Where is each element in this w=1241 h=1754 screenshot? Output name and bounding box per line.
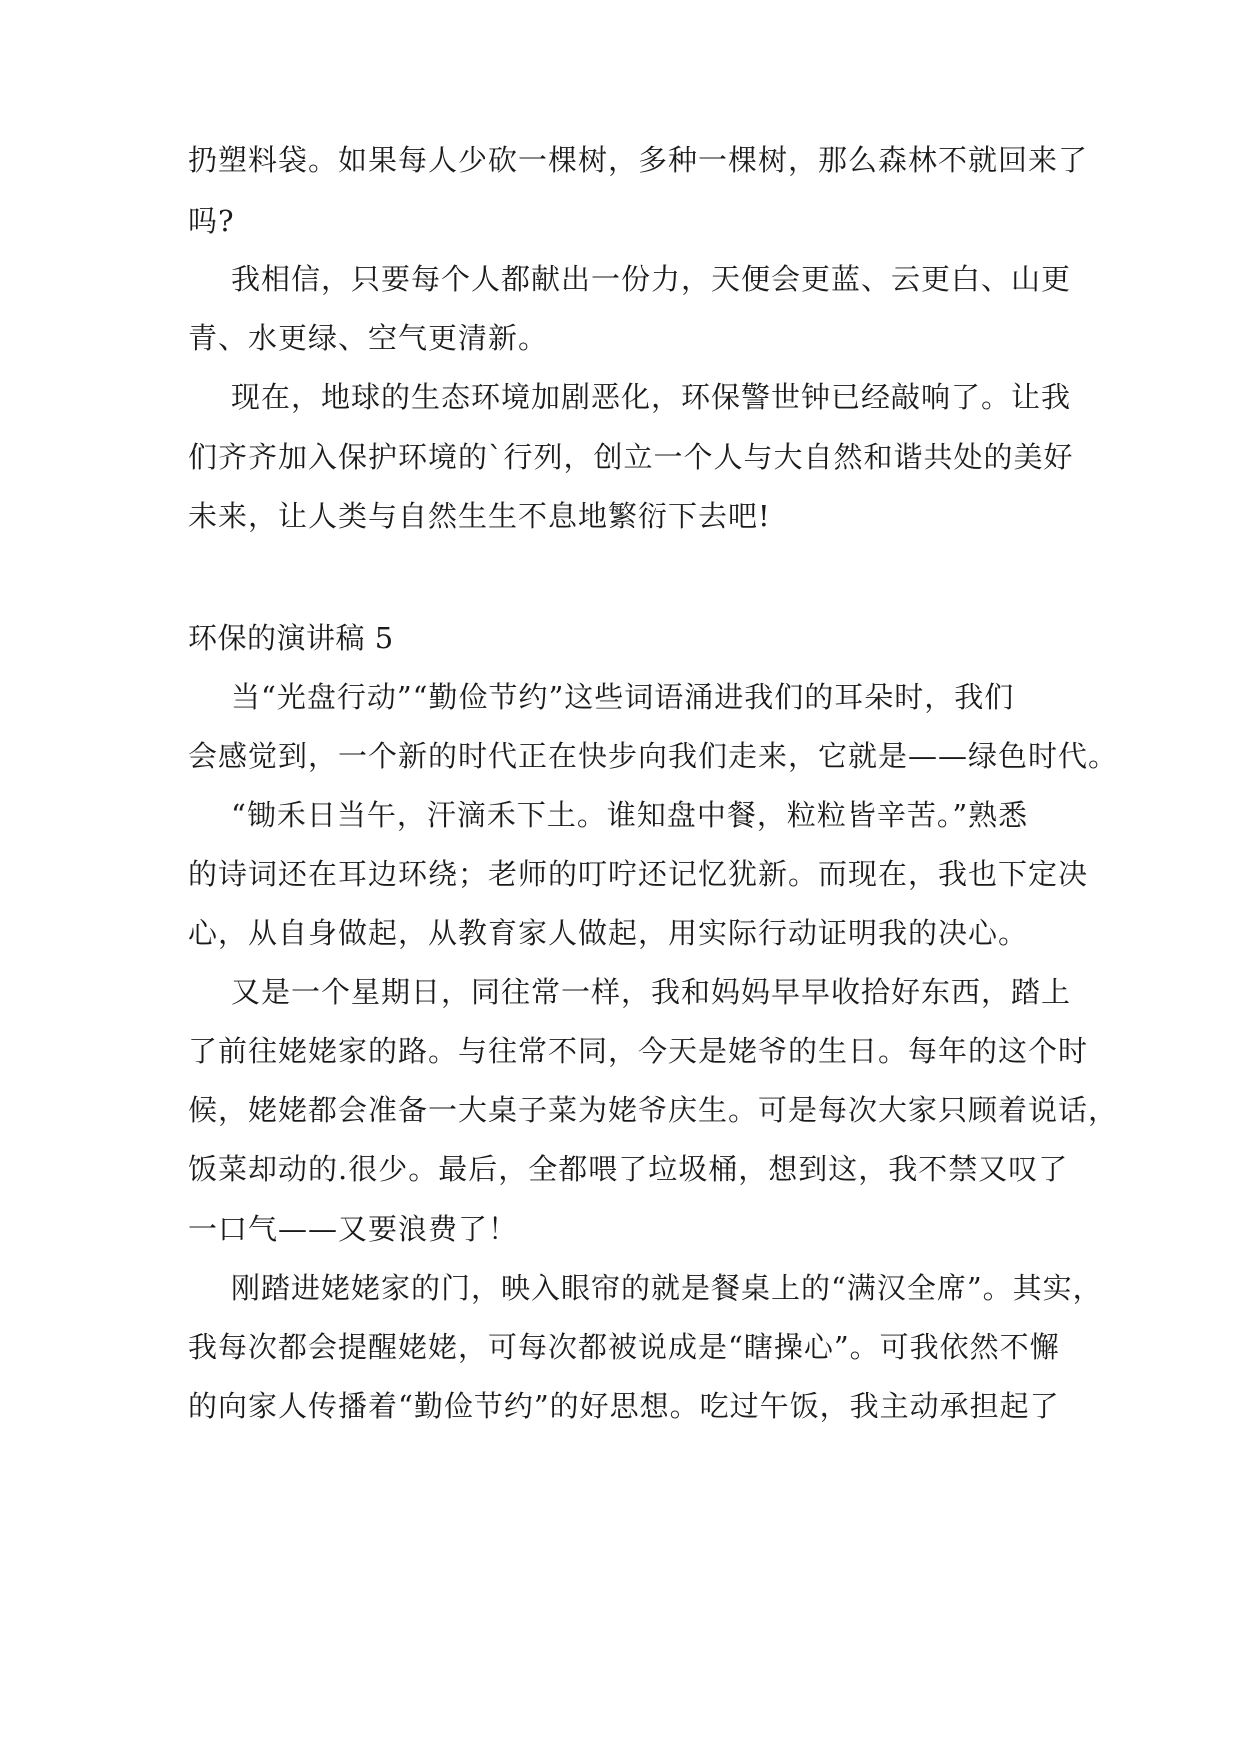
text-line: 心，从自身做起，从教育家人做起，用实际行动证明我的决心。 <box>188 916 1029 950</box>
text-line: 未来，让人类与自然生生不息地繁衍下去吧! <box>188 499 771 533</box>
text-line: 的诗词还在耳边环绕；老师的叮咛还记忆犹新。而现在，我也下定决 <box>188 857 1089 891</box>
text-line: 了前往姥姥家的路。与往常不同，今天是姥爷的生日。每年的这个时 <box>188 1034 1089 1068</box>
text-line: 又是一个星期日，同往常一样，我和妈妈早早收拾好东西，踏上 <box>231 975 1072 1009</box>
text-line: 现在，地球的生态环境加剧恶化，环保警世钟已经敲响了。让我 <box>231 380 1072 414</box>
text-line: 会感觉到，一个新的时代正在快步向我们走来，它就是——绿色时代。 <box>188 739 1119 773</box>
text-line: 刚踏进姥姥家的门，映入眼帘的就是餐桌上的“满汉全席”。其实， <box>231 1271 1103 1305</box>
text-line: 饭菜却动的.很少。最后，全都喂了垃圾桶，想到这，我不禁又叹了 <box>188 1152 1069 1186</box>
text-line: 当“光盘行动”“勤俭节约”这些词语涌进我们的耳朵时，我们 <box>231 680 1015 714</box>
text-line: 们齐齐加入保护环境的`行列，创立一个人与大自然和谐共处的美好 <box>188 440 1074 474</box>
text-line: 一口气——又要浪费了！ <box>188 1212 519 1246</box>
section-heading: 环保的演讲稿 5 <box>188 621 394 655</box>
text-line: 扔塑料袋。如果每人少砍一棵树，多种一棵树，那么森林不就回来了 <box>188 143 1089 177</box>
text-line: 的向家人传播着“勤俭节约”的好思想。吃过午饭，我主动承担起了 <box>188 1389 1060 1423</box>
text-line: 我相信，只要每个人都献出一份力，天便会更蓝、云更白、山更 <box>231 262 1072 296</box>
text-line: 候，姥姥都会准备一大桌子菜为姥爷庆生。可是每次大家只顾着说话， <box>188 1093 1119 1127</box>
text-line: 吗? <box>188 204 235 238</box>
text-line: 我每次都会提醒姥姥，可每次都被说成是“瞎操心”。可我依然不懈 <box>188 1330 1060 1364</box>
text-line: “锄禾日当午，汗滴禾下土。谁知盘中餐，粒粒皆辛苦。”熟悉 <box>231 798 1029 832</box>
text-line: 青、水更绿、空气更清新。 <box>188 321 549 355</box>
